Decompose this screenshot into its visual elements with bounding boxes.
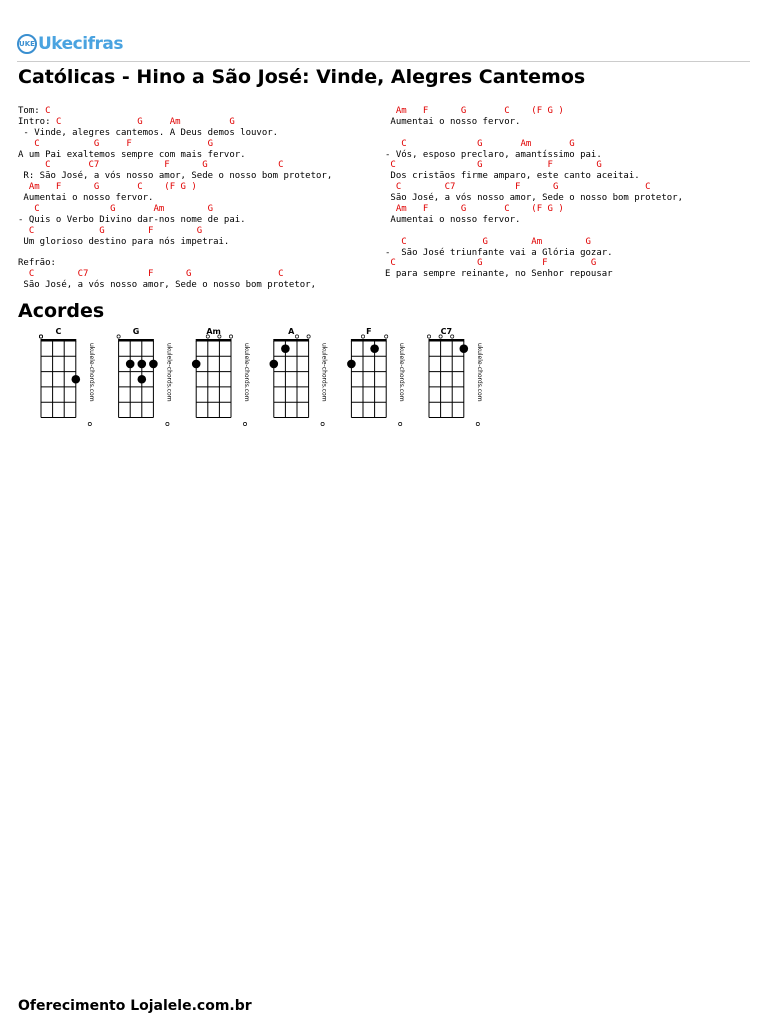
lyric-text: Aumentai o nosso fervor. [18,193,154,204]
chord-symbols: C G Am G [18,204,214,215]
nut [41,339,77,342]
lyric-line [385,128,683,139]
lyric-line [385,215,683,226]
lyrics-column-right [385,106,683,280]
finger-dot [460,344,469,353]
lyric-text: Tom: [18,106,46,116]
lyric-line [18,150,332,161]
chord-symbols: C G Am G [385,138,575,149]
chord-symbols: C C7 F G C [385,182,651,193]
lyric-line [18,215,332,226]
lyric-text: A um Pai exaltemos sempre com mais fervor. [18,149,246,160]
lyric-text: Aumentai o nosso fervor. [385,214,521,225]
finger-dot [370,344,379,353]
chord-diagram-c [39,327,94,426]
lyric-text: Um glorioso destino para nós impetrai. [18,236,230,247]
lyric-text: Dos cristãos firme amparo, este canto aceitai. [385,171,640,182]
chord-name: C7 [440,327,453,336]
chord-symbols: C [45,106,51,116]
nut [118,339,154,342]
nut [429,339,465,342]
chord-line [18,139,332,150]
chord-diagram-f [347,327,405,426]
open-string-marker [451,335,454,338]
watermark-text: ukulele-chords.com [243,343,250,402]
watermark-dot [88,422,91,425]
chord-symbols: Am F G C (F G ) [385,106,564,116]
chord-line [385,106,683,117]
finger-dot [126,360,135,369]
nut [273,339,309,342]
header-divider [17,61,750,62]
lyric-text: E para sempre reinante, no Senhor repousar [385,269,613,280]
lyric-line [18,193,332,204]
lyrics-column-left [18,106,332,291]
lyric-line [385,193,683,204]
lyric-line [18,237,332,248]
site-logo[interactable] [17,32,123,56]
watermark-text: ukulele-chords.com [398,343,406,402]
lyric-line [385,117,683,128]
chord-line [385,258,683,269]
finger-dot [347,360,356,369]
chord-line [18,226,332,237]
chord-symbols: C G F G [385,258,597,269]
logo-badge-icon: UKE [17,34,37,54]
page-title: Católicas - Hino a São José: Vinde, Alegres Cantemos [18,66,586,88]
open-string-marker [307,335,310,338]
lyric-line [18,128,332,139]
chord-symbols: C C7 F G C [18,160,284,171]
chord-symbols: C G Am G [55,116,235,127]
open-string-marker [361,335,364,338]
finger-dot [270,360,279,369]
lyric-line [385,248,683,259]
lyric-line [18,106,332,117]
finger-dot [192,360,201,369]
finger-dot [138,360,147,369]
open-string-marker [427,335,430,338]
lyric-line [385,171,683,182]
chord-line [385,182,683,193]
chord-diagrams [0,322,768,432]
chord-diagram-am [192,327,250,426]
open-string-marker [385,335,388,338]
chord-symbols: C G Am G [385,236,591,247]
chord-line [18,269,332,280]
chord-diagram-c7 [427,327,482,426]
open-string-marker [229,335,232,338]
lyric-text: São José, a vós nosso amor, Sede o nosso bom protetor, [18,280,317,291]
chord-name: Am [206,327,221,336]
lyric-line [18,258,332,269]
chord-name: G [132,327,140,336]
lyric-line [385,269,683,280]
nut [351,339,387,342]
chord-diagram-g [117,327,172,426]
watermark-dot [166,422,169,425]
chord-line [18,182,332,193]
open-string-marker [295,335,298,338]
watermark-dot [321,422,324,425]
chord-symbols: C G F G [18,138,214,149]
nut [196,339,232,342]
lyric-text: - Vinde, alegres cantemos. A Deus demos louvor. [18,127,279,138]
finger-dot [281,344,290,353]
watermark-text: ukulele-chords.com [320,343,328,402]
open-string-marker [39,335,42,338]
chord-line [18,160,332,171]
chords-section-title: Acordes [18,300,105,322]
finger-dot [138,375,147,384]
chord-name: F [366,327,372,336]
open-string-marker [117,335,120,338]
chord-name: A [288,327,295,336]
chord-name: C [55,327,62,336]
lyric-text: - Quis o Verbo Divino dar-nos nome de pai. [18,214,246,225]
lyric-text: - São José triunfante vai a Glória gozar. [385,247,613,258]
chord-symbols: C G F G [18,225,203,236]
lyric-text: São José, a vós nosso amor, Sede o nosso bom protetor, [385,193,684,204]
chord-symbols: Am F G C (F G ) [18,182,197,193]
chord-line [18,204,332,215]
finger-dot [72,375,81,384]
logo-text: Ukecifras [38,34,123,54]
chord-symbols: Am F G C (F G ) [385,204,564,215]
watermark-dot [476,422,479,425]
finger-dot [149,360,158,369]
chord-line [385,160,683,171]
watermark-text: ukulele-chords.com [87,343,95,402]
watermark-dot [399,422,402,425]
lyric-line [18,280,332,291]
chord-symbols: C C7 F G C [18,269,284,280]
chord-symbols: C G F G [385,160,602,171]
lyric-text: R: São José, a vós nosso amor, Sede o nosso bom protetor, [18,171,333,182]
lyric-line [18,248,332,259]
lyric-text: Aumentai o nosso fervor. [385,116,521,127]
footer-sponsor: Oferecimento Lojalele.com.br [18,998,252,1014]
lyric-text: Refrão: [18,258,56,269]
chord-line [385,204,683,215]
chord-line [385,237,683,248]
lyric-line [385,150,683,161]
lyric-line [385,226,683,237]
chord-diagram-a [270,327,328,426]
lyric-line [18,117,332,128]
lyric-text: Intro: [18,116,56,127]
watermark-text: ukulele-chords.com [165,343,173,402]
chord-line [385,139,683,150]
watermark-dot [243,422,246,425]
lyric-text: - Vós, esposo preclaro, amantíssimo pai. [385,149,602,160]
lyric-line [18,171,332,182]
watermark-text: ukulele-chords.com [475,343,483,402]
